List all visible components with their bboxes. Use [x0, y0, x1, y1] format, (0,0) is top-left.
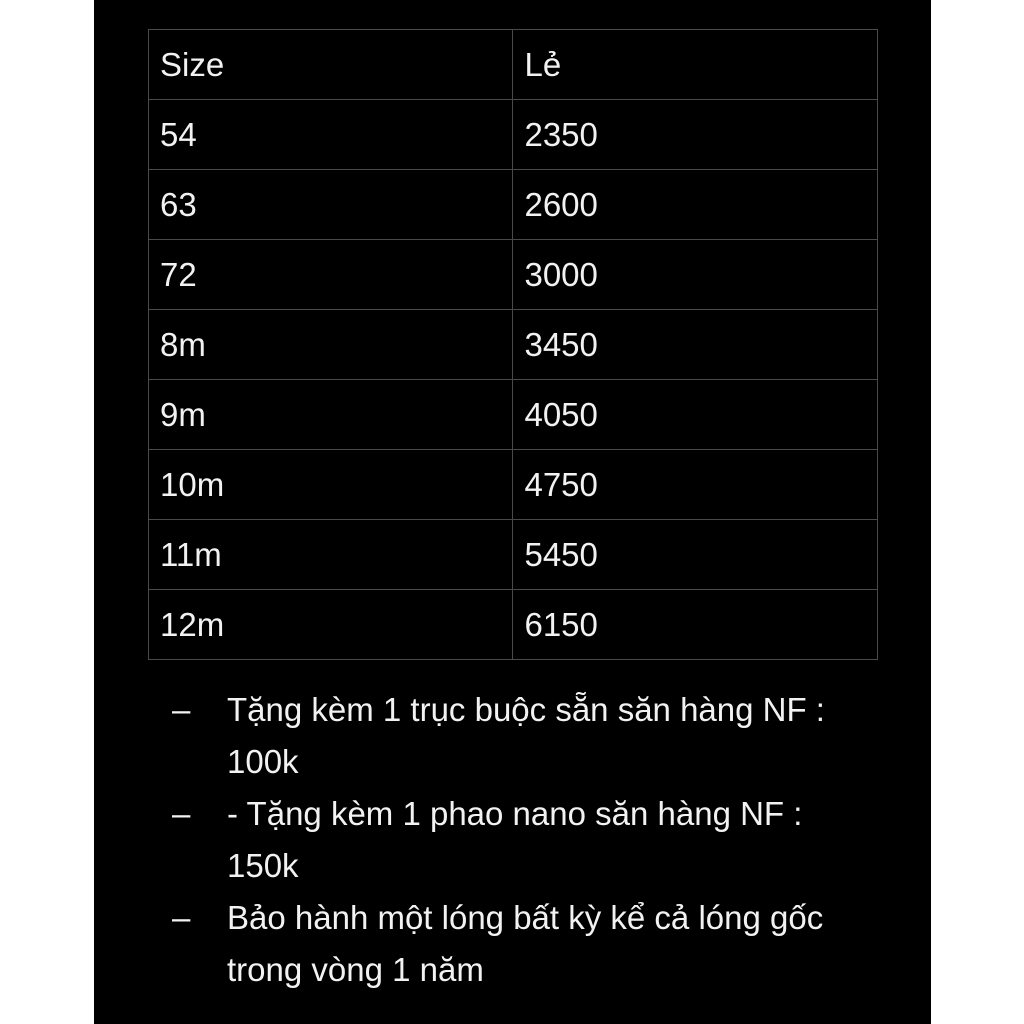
table-header-row — [149, 30, 878, 100]
table-row — [149, 450, 878, 520]
price-cell: 2600 — [513, 170, 878, 240]
list-item — [172, 684, 872, 788]
price-table — [148, 29, 878, 660]
price-cell: 6150 — [513, 590, 878, 660]
dark-panel — [94, 0, 931, 1024]
dash-bullet: – — [172, 795, 191, 832]
price-cell: 3450 — [513, 310, 878, 380]
table-row — [149, 380, 878, 450]
table-row — [149, 170, 878, 240]
table-row — [149, 240, 878, 310]
size-cell: 10m — [149, 450, 513, 520]
header-cell-size: Size — [149, 30, 513, 100]
size-cell: 9m — [149, 380, 513, 450]
price-cell: 2350 — [513, 100, 878, 170]
price-cell: 4050 — [513, 380, 878, 450]
note-text: - Tặng kèm 1 phao nano săn hàng NF : 150k — [227, 795, 803, 884]
size-cell: 11m — [149, 520, 513, 590]
size-cell: 8m — [149, 310, 513, 380]
list-item — [172, 892, 872, 996]
table-row — [149, 590, 878, 660]
note-text: Tặng kèm 1 trục buộc sẵn săn hàng NF : 100k — [227, 691, 825, 780]
size-cell: 54 — [149, 100, 513, 170]
list-item — [172, 788, 872, 892]
table-row — [149, 100, 878, 170]
size-cell: 63 — [149, 170, 513, 240]
table-row — [149, 520, 878, 590]
dash-bullet: – — [172, 691, 191, 728]
header-cell-price: Lẻ — [513, 30, 878, 100]
size-cell: 72 — [149, 240, 513, 310]
table-row — [149, 310, 878, 380]
price-cell: 5450 — [513, 520, 878, 590]
dash-bullet: – — [172, 899, 191, 936]
note-text: Bảo hành một lóng bất kỳ kể cả lóng gốc trong vòng 1 năm — [227, 899, 824, 988]
price-cell: 4750 — [513, 450, 878, 520]
price-cell: 3000 — [513, 240, 878, 310]
size-cell: 12m — [149, 590, 513, 660]
notes-list — [172, 684, 872, 996]
